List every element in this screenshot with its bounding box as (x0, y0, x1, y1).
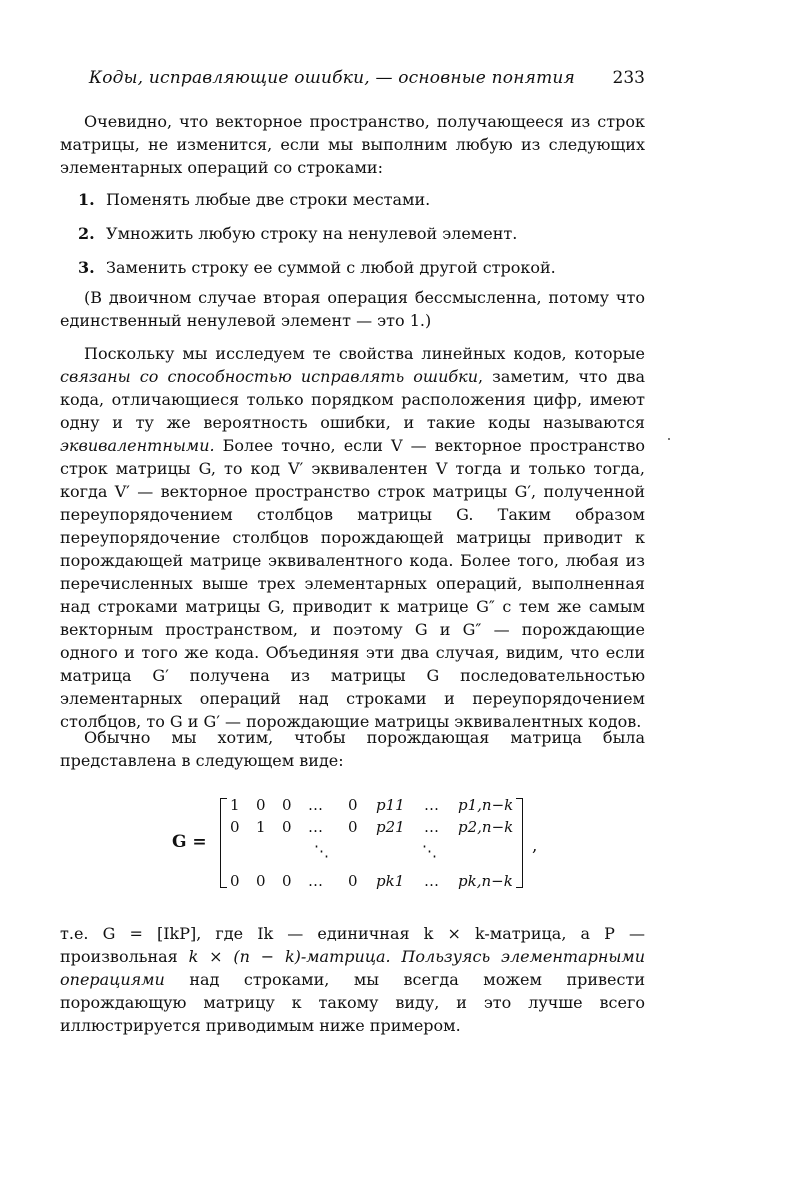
equivalence-paragraph (60, 342, 645, 733)
matrix-cell: … (308, 818, 323, 836)
binary-note: (В двоичном случае вторая операция бессмысленна, потому что единственный ненулевой элемент — это 1.) (60, 288, 645, 330)
para-text: Более точно, если V — векторное пространство строк матрицы G, то код V′ эквивалентен V тогда и только тогда, когда V′ — векторное пространство строк матрицы G′, полученной переупорядочением столбцов матрицы G. Таким образом переупорядочение столбцов порождающей матрицы приводит к порождающей матрице эквивалентного кода. Более того, любая из перечисленных выше трех элементарных операций, выполненная над строками матрицы G, приводит к матрице G″ с тем же самым векторным пространством, и поэтому G и G″ — порождающие одного и того же кода. Объединяя эти два случая, видим, что если матрица G′ получена из матрицы G последовательностью элементарных операций над строками и переупорядочением столбцов, то G и G′ — порождающие матрицы эквивалентных кодов. (60, 436, 645, 731)
matrix-cell: … (308, 872, 323, 890)
running-header (60, 68, 645, 96)
matrix-cell: p11 (376, 796, 405, 814)
chapter-title: Коды, исправляющие ошибки, — основные понятия (88, 68, 575, 88)
page-number: 233 (612, 68, 645, 88)
matrix-cell: 0 (230, 872, 240, 890)
para-text: , заметим, что два кода, отличающиеся только порядком расположения цифр, имеют одну и ту же вероятность ошибки, и такие коды называются (60, 367, 646, 432)
operation-text: Поменять любые две строки местами. (106, 190, 431, 209)
matrix-cell: … (424, 872, 439, 890)
operation-text: Умножить любую строку на ненулевой элемент. (106, 224, 518, 243)
matrix-cell: 1 (256, 818, 266, 836)
operation-number: 1. (78, 190, 95, 209)
intro-paragraph: Очевидно, что векторное пространство, получающееся из строк матрицы, не изменится, если мы выполним любую из следующих элементарных операций со строками: (60, 112, 645, 177)
operation-item-3 (78, 256, 648, 279)
matrix-cell: … (424, 818, 439, 836)
para-text: т.е. G = [IkP], где Ik — единичная k × k-матрица, а P — произвольная (60, 924, 645, 966)
matrix-cell: 0 (282, 872, 292, 890)
matrix-diagonal-dots: ⋱ (422, 842, 437, 860)
operation-item-2 (78, 222, 648, 245)
matrix-cell: 0 (282, 818, 292, 836)
left-bracket (220, 798, 227, 888)
matrix-cell: 0 (348, 872, 358, 890)
matrix-cell: 0 (256, 872, 266, 890)
operation-item-1 (78, 188, 648, 211)
matrix-cell: p2,n−k (458, 818, 514, 836)
operation-number: 3. (78, 258, 95, 277)
matrix-trailing-comma: , (532, 836, 538, 856)
standard-form-paragraph: Обычно мы хотим, чтобы порождающая матрица была представлена в следующем виде: (60, 728, 645, 770)
matrix-cell: 0 (348, 818, 358, 836)
para-text: над строками, мы всегда можем привести порождающую матрицу к такому виду, и это лучше всего иллюстрируется приводимым ниже примером. (60, 970, 645, 1035)
matrix-label: G = (172, 832, 207, 852)
matrix-cell: pk,n−k (458, 872, 513, 890)
matrix-cell: p21 (376, 818, 405, 836)
matrix-cell: p1,n−k (458, 796, 514, 814)
matrix-cell: … (424, 796, 439, 814)
para-italic: k × (n − k)-матрица. Пользуясь элементарными операциями (60, 947, 646, 989)
term-equivalent: эквивалентными. (60, 436, 215, 455)
matrix-cell: 0 (282, 796, 292, 814)
operation-text: Заменить строку ее суммой с любой другой строкой. (106, 258, 556, 277)
matrix-cell: 0 (230, 818, 240, 836)
right-bracket (516, 798, 523, 888)
matrix-cell: 1 (230, 796, 240, 814)
closing-paragraph (60, 922, 645, 1037)
matrix-cell: pk1 (376, 872, 405, 890)
matrix-cell: 0 (348, 796, 358, 814)
operation-number: 2. (78, 224, 95, 243)
matrix-cell: … (308, 796, 323, 814)
matrix-cell: 0 (256, 796, 266, 814)
scan-speck (668, 438, 670, 440)
generator-matrix (172, 790, 572, 900)
para-italic: связаны со способностью исправлять ошибки (60, 367, 479, 386)
matrix-diagonal-dots: ⋱ (314, 842, 329, 860)
para-text: Поскольку мы исследуем те свойства линейных кодов, которые (84, 344, 645, 363)
